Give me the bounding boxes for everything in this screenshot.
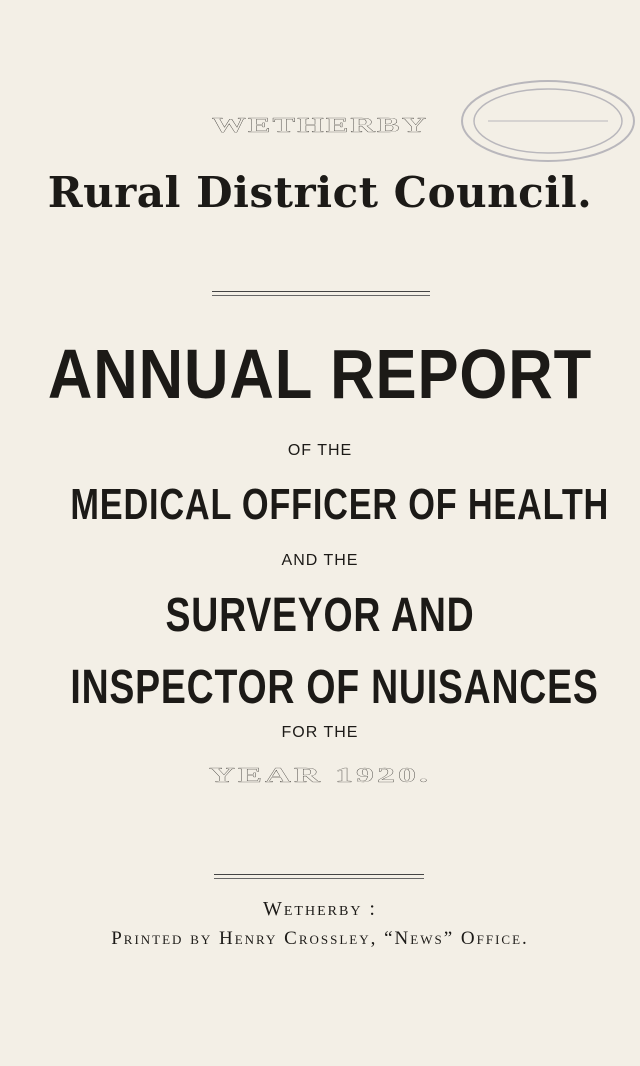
year-heading: YEAR 1920. <box>208 762 431 787</box>
town-heading: WETHERBY <box>211 114 429 137</box>
medical-officer-heading: MEDICAL OFFICER OF HEALTH <box>70 480 610 529</box>
surveyor-heading: SURVEYOR AND <box>165 589 475 642</box>
imprint-place: Wetherby : <box>263 898 377 920</box>
bottom-rule <box>214 874 424 875</box>
for-the-text: FOR THE <box>281 724 359 741</box>
imprint-printer: Printed by Henry Crossley, “News” Office. <box>111 928 529 949</box>
council-heading: Rural District Council. <box>47 168 593 217</box>
top-rule-inner <box>212 295 430 296</box>
of-the-text: OF THE <box>287 442 353 459</box>
and-the-text: AND THE <box>281 552 359 569</box>
top-rule <box>212 291 430 292</box>
report-title: ANNUAL REPORT <box>47 335 593 413</box>
inspector-heading: INSPECTOR OF NUISANCES <box>70 661 599 714</box>
bottom-rule-inner <box>214 878 424 879</box>
